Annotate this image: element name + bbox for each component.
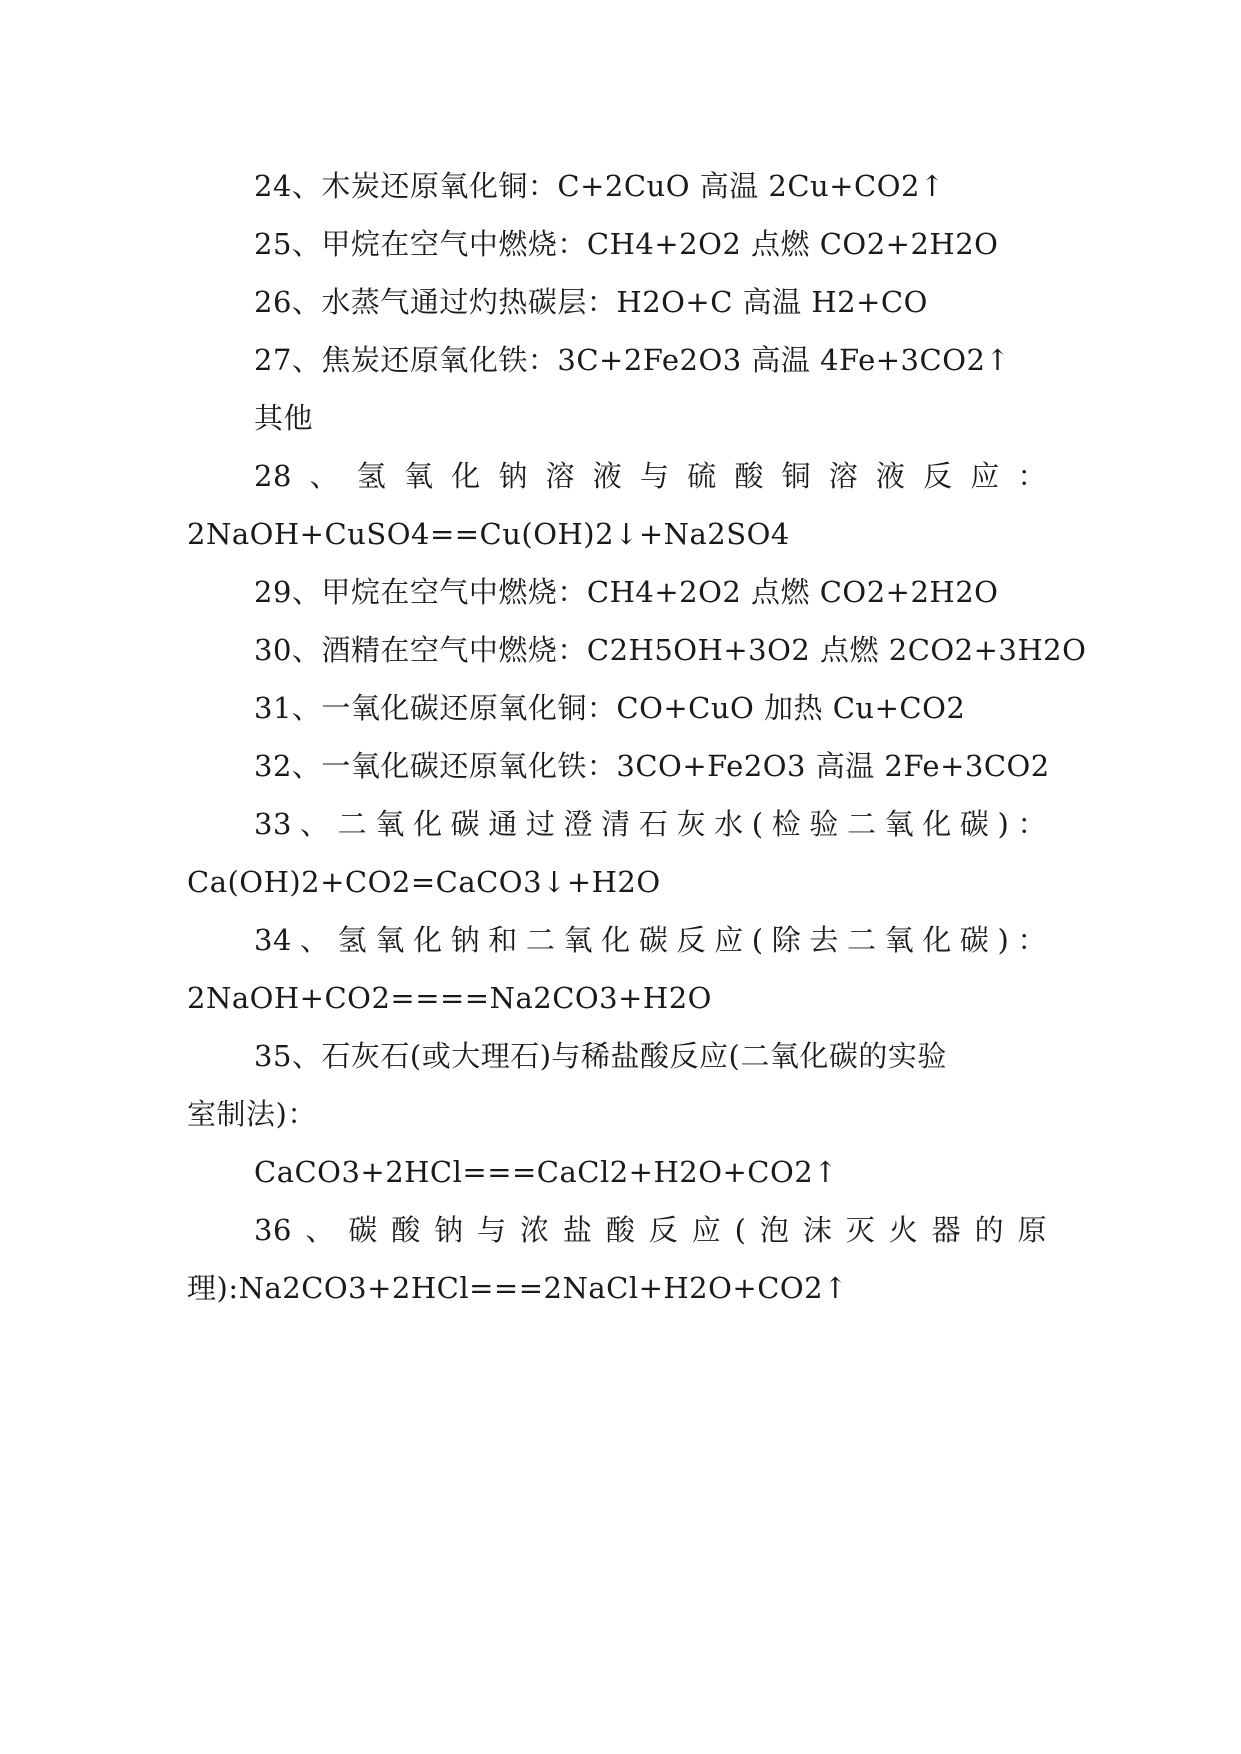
- text-line-34-equation: 2NaOH+CO2====Na2CO3+H2O: [187, 981, 712, 1015]
- text-line-27: 27、焦炭还原氧化铁：3C+2Fe2O3 高温 4Fe+3CO2↑: [254, 343, 1011, 377]
- text-line-25: 25、甲烷在空气中燃烧：CH4+2O2 点燃 CO2+2H2O: [254, 227, 999, 261]
- text-line-26: 26、水蒸气通过灼热碳层：H2O+C 高温 H2+CO: [254, 285, 928, 319]
- text-line-34: [187, 920, 1047, 960]
- text-line-35-equation: CaCO3+2HCl===CaCl2+H2O+CO2↑: [254, 1155, 839, 1189]
- text-line-35: 35、石灰石(或大理石)与稀盐酸反应(二氧化碳的实验: [254, 1039, 947, 1073]
- text-line-30: 30、酒精在空气中燃烧：C2H5OH+3O2 点燃 2CO2+3H2O: [254, 633, 1087, 667]
- text-line-29: 29、甲烷在空气中燃烧：CH4+2O2 点燃 CO2+2H2O: [254, 575, 999, 609]
- text-line-33: [187, 804, 1047, 844]
- text-line-33-equation: Ca(OH)2+CO2=CaCO3↓+H2O: [187, 865, 661, 899]
- text-line-28: [187, 456, 1047, 496]
- text-line-28-equation: 2NaOH+CuSO4==Cu(OH)2↓+Na2SO4: [187, 517, 790, 551]
- text-line-35-continued: 室制法)：: [187, 1097, 317, 1131]
- text-line-31: 31、一氧化碳还原氧化铜：CO+CuO 加热 Cu+CO2: [254, 691, 966, 725]
- text-line-34-label: 34、氢氧化钠和二氧化碳反应(除去二氧化碳)：: [254, 923, 1047, 957]
- text-line-33-label: 33、二氧化碳通过澄清石灰水(检验二氧化碳)：: [254, 807, 1047, 841]
- text-line-28-label: 28、氢氧化钠溶液与硫酸铜溶液反应：: [254, 459, 1047, 493]
- text-line-24: 24、木炭还原氧化铜：C+2CuO 高温 2Cu+CO2↑: [254, 169, 945, 203]
- section-heading-other: 其他: [254, 401, 314, 435]
- text-line-36-label: 36、碳酸钠与浓盐酸反应(泡沫灭火器的原: [254, 1213, 1047, 1247]
- text-line-36-continued: 理):Na2CO3+2HCl===2NaCl+H2O+CO2↑: [187, 1271, 848, 1305]
- text-line-32: 32、一氧化碳还原氧化铁：3CO+Fe2O3 高温 2Fe+3CO2: [254, 749, 1050, 783]
- text-line-36: [187, 1210, 1047, 1250]
